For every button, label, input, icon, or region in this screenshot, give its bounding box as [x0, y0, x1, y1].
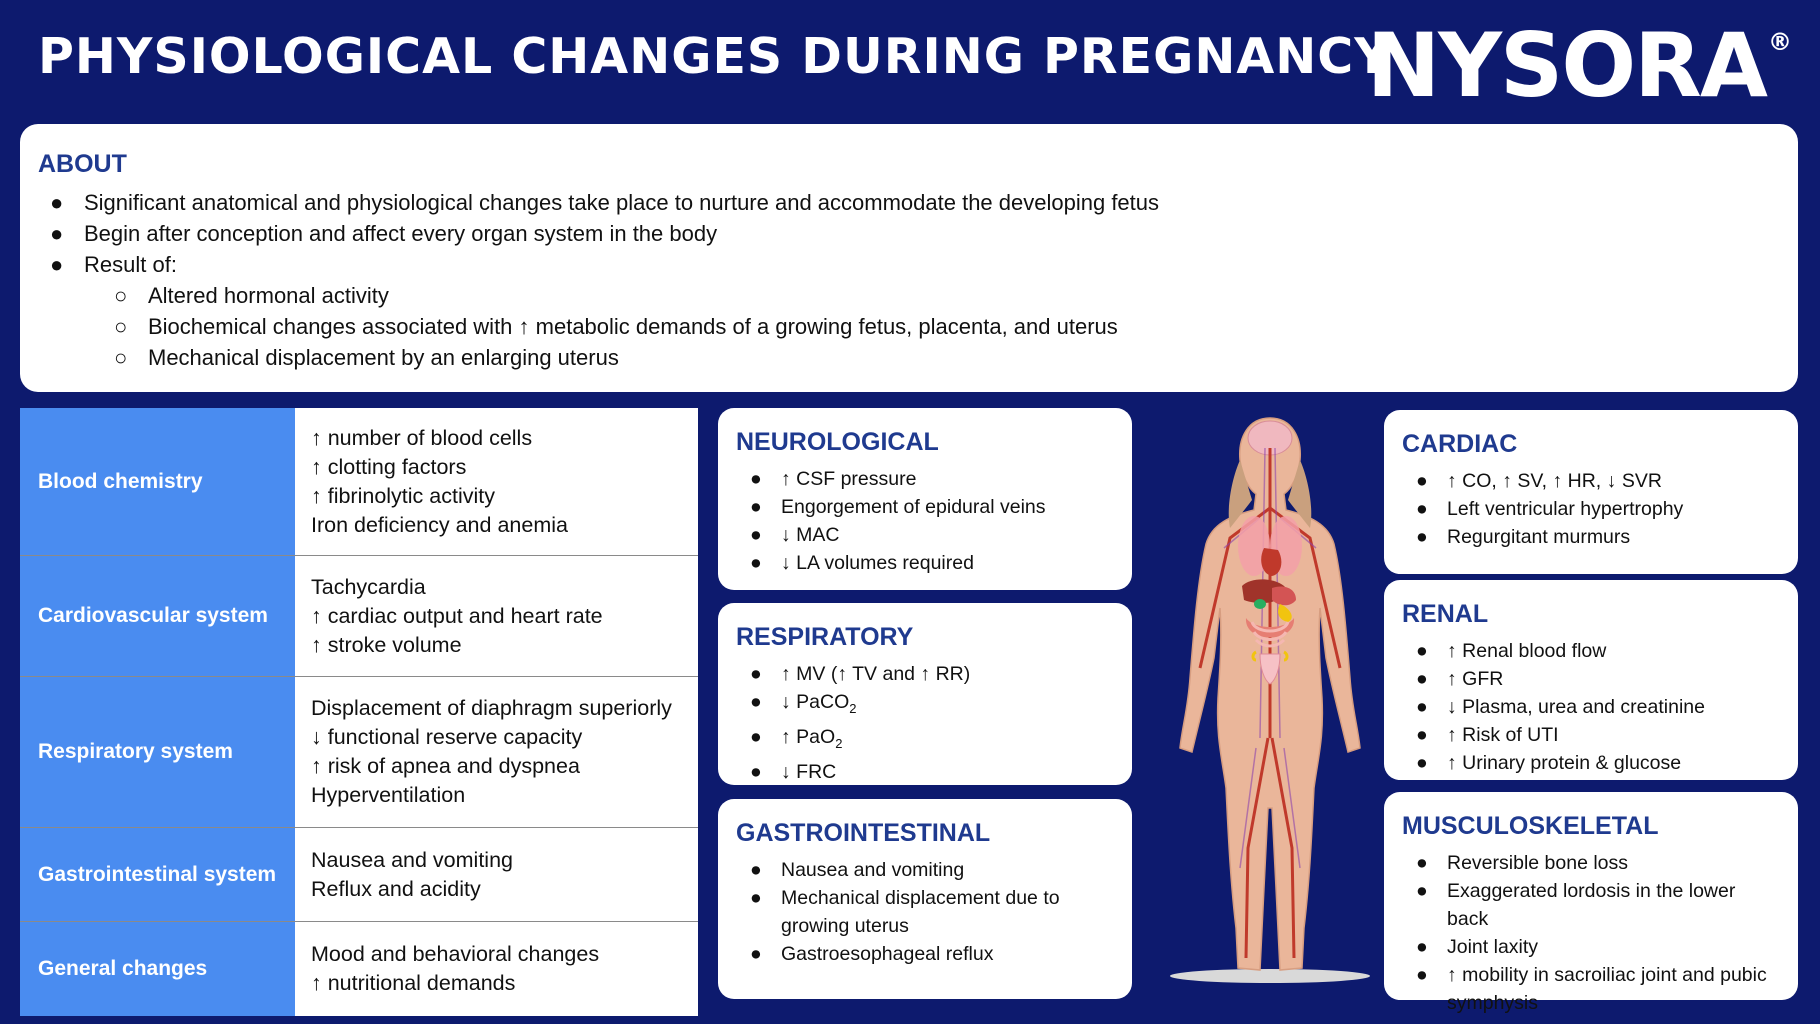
about-heading: ABOUT [38, 150, 127, 178]
sub-bullet-icon: ○ [114, 314, 128, 339]
sub-bullet-icon: ○ [114, 345, 128, 370]
card-list [736, 465, 1114, 577]
brand-name: NYSORA [1366, 14, 1766, 117]
bullet-icon: ● [1416, 752, 1428, 774]
item-text: Significant anatomical and physiological changes take place to nurture and accommodate the developing fetus [84, 190, 1160, 215]
list-item [736, 688, 1114, 723]
bullet-icon: ● [1416, 964, 1428, 986]
table-row [20, 828, 698, 922]
list-item [736, 521, 1114, 549]
category-cell: Gastrointestinal system [20, 828, 295, 921]
bullet-icon: ● [750, 887, 762, 909]
description-cell [295, 556, 698, 676]
item-text: Joint laxity [1447, 936, 1539, 958]
table-row [20, 922, 698, 1016]
bullet-icon: ● [1416, 470, 1428, 492]
item-text: ↓ PaCO [781, 691, 850, 713]
card-list [1402, 467, 1780, 551]
registered-mark: ® [1768, 28, 1790, 56]
bullet-icon: ● [1416, 696, 1428, 718]
list-item [1402, 495, 1780, 523]
bullet-icon: ● [750, 859, 762, 881]
list-subitem [38, 280, 1780, 311]
list-item [1402, 693, 1780, 721]
list-item [736, 758, 1114, 786]
item-text: ↓ FRC [781, 760, 837, 783]
item-text: Reversible bone loss [1447, 852, 1629, 874]
list-item [736, 493, 1114, 521]
bullet-icon: ● [1416, 498, 1428, 520]
category-cell: Blood chemistry [20, 408, 295, 555]
item-text: ↓ MAC [781, 524, 840, 546]
card-list [736, 660, 1114, 786]
item-text: Mechanical displacement due to growing uterus [781, 887, 1060, 937]
list-subitem [38, 342, 1780, 373]
bullet-icon: ● [1416, 526, 1428, 548]
bullet-icon: ● [1416, 668, 1428, 690]
list-item [38, 249, 1780, 280]
cell-line: Displacement of diaphragm superiorly [311, 696, 672, 720]
item-text: ↑ PaO [781, 725, 836, 748]
item-text: ↑ MV (↑ TV and ↑ RR) [781, 663, 971, 685]
list-item [1402, 849, 1780, 877]
bullet-icon: ● [750, 663, 762, 685]
list-item [736, 660, 1114, 688]
cell-line: ↑ nutritional demands [311, 971, 516, 995]
description-cell [295, 828, 698, 921]
table-row [20, 677, 698, 828]
brand-logo [1367, 14, 1790, 117]
list-item [736, 465, 1114, 493]
cell-line: ↑ risk of apnea and dyspnea [311, 754, 580, 778]
page-title: PHYSIOLOGICAL CHANGES DURING PREGNANCY [38, 28, 1391, 85]
item-text: Result of: [84, 252, 177, 277]
description-cell [295, 677, 698, 827]
item-text: Gastroesophageal reflux [781, 943, 994, 965]
category-cell: Cardiovascular system [20, 556, 295, 676]
item-text: ↓ LA volumes required [781, 552, 974, 574]
item-text: Biochemical changes associated with ↑ metabolic demands of a growing fetus, placenta, and uterus [148, 314, 1118, 339]
bullet-icon: ● [750, 943, 762, 965]
renal-card [1384, 580, 1798, 780]
card-heading: MUSCULOSKELETAL [1402, 812, 1659, 840]
item-text: Engorgement of epidural veins [781, 496, 1046, 518]
respiratory-card [718, 603, 1132, 785]
bullet-icon: ● [1416, 640, 1428, 662]
cell-line: ↑ number of blood cells [311, 425, 533, 450]
category-cell: General changes [20, 922, 295, 1016]
female-body-illustration [1160, 408, 1390, 988]
item-text: ↑ CSF pressure [781, 468, 917, 490]
bullet-icon: ● [750, 552, 762, 574]
bullet-icon: ● [750, 725, 762, 748]
item-text: Begin after conception and affect every organ system in the body [84, 221, 718, 246]
list-item [736, 549, 1114, 577]
item-text: ↑ Risk of UTI [1447, 724, 1559, 746]
list-item [1402, 933, 1780, 961]
cell-line: Tachycardia [311, 574, 426, 599]
bullet-icon: ● [50, 190, 64, 215]
list-subitem [38, 311, 1780, 342]
description-cell [295, 408, 698, 555]
bullet-icon: ● [750, 760, 762, 783]
list-item [1402, 665, 1780, 693]
list-item [736, 940, 1114, 968]
bullet-icon: ● [1416, 936, 1428, 958]
list-item [1402, 721, 1780, 749]
item-text: Altered hormonal activity [148, 283, 389, 308]
item-text: Nausea and vomiting [781, 859, 965, 881]
card-heading: GASTROINTESTINAL [736, 819, 991, 847]
list-item [1402, 961, 1780, 1017]
list-item [1402, 877, 1780, 933]
list-item [1402, 523, 1780, 551]
item-text: ↑ Urinary protein & glucose [1447, 752, 1682, 774]
subscript: 2 [835, 735, 843, 751]
bullet-icon: ● [50, 221, 64, 246]
anatomy-figure [1160, 408, 1390, 988]
bullet-icon: ● [1416, 852, 1428, 874]
category-cell: Respiratory system [20, 677, 295, 827]
item-text: Mechanical displacement by an enlarging uterus [148, 345, 619, 370]
bullet-icon: ● [750, 496, 762, 518]
list-item [736, 723, 1114, 758]
bullet-icon: ● [1416, 724, 1428, 746]
cell-line: ↑ stroke volume [311, 632, 462, 657]
bullet-icon: ● [1416, 880, 1428, 902]
card-heading: CARDIAC [1402, 430, 1518, 458]
item-text: ↑ CO, ↑ SV, ↑ HR, ↓ SVR [1447, 470, 1662, 492]
list-item [1402, 637, 1780, 665]
table-row [20, 408, 698, 556]
item-text: ↑ GFR [1447, 668, 1504, 690]
subscript: 2 [849, 700, 857, 716]
card-list [736, 856, 1114, 968]
list-item [736, 856, 1114, 884]
card-heading: RESPIRATORY [736, 623, 914, 651]
cell-line: Nausea and vomiting [311, 847, 513, 872]
cell-line: Hyperventilation [311, 783, 466, 807]
gastrointestinal-card [718, 799, 1132, 999]
item-text: Left ventricular hypertrophy [1447, 498, 1684, 520]
cell-line: ↓ functional reserve capacity [311, 725, 583, 749]
description-cell [295, 922, 698, 1016]
cardiac-card [1384, 410, 1798, 574]
bullet-icon: ● [750, 468, 762, 490]
about-list [38, 187, 1780, 373]
table-row [20, 556, 698, 677]
item-text: ↑ mobility in sacroiliac joint and pubic symphysis [1447, 964, 1767, 1014]
card-heading: RENAL [1402, 600, 1489, 628]
list-item [38, 187, 1780, 218]
list-item [736, 884, 1114, 940]
neurological-card [718, 408, 1132, 590]
bullet-icon: ● [750, 524, 762, 546]
item-text: Exaggerated lordosis in the lower back [1447, 880, 1736, 930]
about-panel [20, 124, 1798, 392]
bullet-icon: ● [50, 252, 64, 277]
list-item [1402, 467, 1780, 495]
list-item [38, 218, 1780, 249]
cell-line: Iron deficiency and anemia [311, 512, 568, 537]
card-heading: NEUROLOGICAL [736, 428, 939, 456]
cell-line: Mood and behavioral changes [311, 942, 600, 966]
bullet-icon: ● [750, 691, 762, 713]
card-list [1402, 849, 1780, 1017]
list-item [1402, 749, 1780, 777]
item-text: Regurgitant murmurs [1447, 526, 1631, 548]
cell-line: ↑ clotting factors [311, 454, 467, 479]
cell-line: ↑ fibrinolytic activity [311, 483, 495, 508]
card-list [1402, 637, 1780, 777]
systems-table [20, 408, 698, 1016]
sub-bullet-icon: ○ [114, 283, 128, 308]
cell-line: Reflux and acidity [311, 876, 481, 901]
item-text: ↑ Renal blood flow [1447, 640, 1607, 662]
item-text: ↓ Plasma, urea and creatinine [1447, 696, 1705, 718]
cell-line: ↑ cardiac output and heart rate [311, 603, 603, 628]
musculoskeletal-card [1384, 792, 1798, 1014]
